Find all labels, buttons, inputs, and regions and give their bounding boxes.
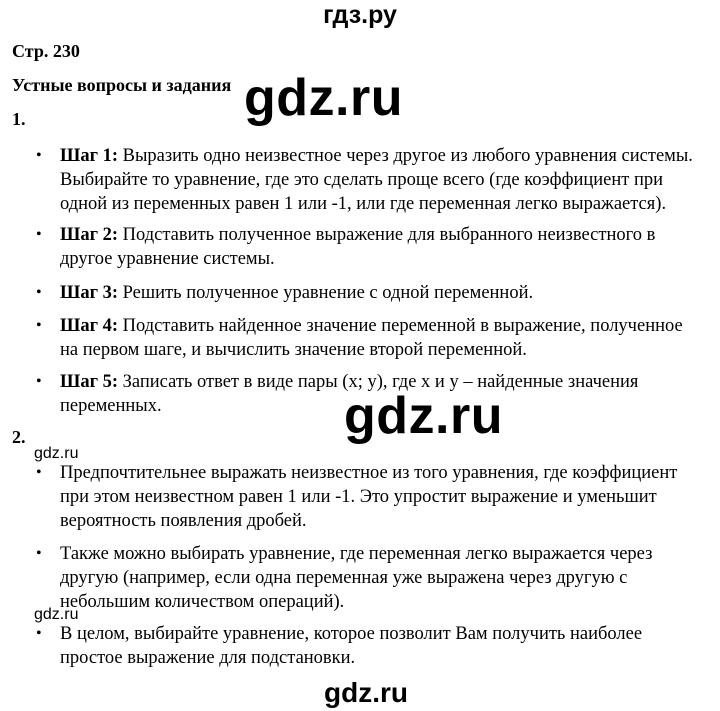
step-label: Шаг 3: [60, 283, 119, 303]
step-label: Шаг 4: [60, 316, 119, 336]
step-text [60, 144, 710, 216]
step-line: Подставить найденное значение переменной в выражение, полученное [122, 316, 683, 336]
step-label: Шаг 5: [60, 372, 119, 392]
bullet: • [36, 545, 42, 562]
watermark: gdz.ru [34, 445, 79, 462]
watermark: gdz.ru [244, 69, 403, 127]
tip-line: простое выражение для подстановки. [60, 648, 356, 668]
step-text [60, 223, 710, 271]
tip-line: при этом неизвестном равен 1 или -1. Это упростит выражение и уменьшит [60, 487, 657, 507]
page-label: Стр. 230 [12, 41, 80, 61]
tip-line: небольшим количеством операций). [60, 592, 345, 612]
step-text [60, 281, 710, 305]
watermark: gdz.ru [344, 387, 503, 445]
bullet: • [36, 625, 42, 642]
tip-line: Предпочтительнее выражать неизвестное из того уравнения, где коэффициент [60, 463, 678, 483]
step-line: Выбирайте то уравнение, где это сделать проще всего (где коэффициент при [60, 170, 664, 190]
tip-line: Также можно выбирать уравнение, где переменная легко выражается через [60, 544, 653, 564]
step-label: Шаг 2: [60, 225, 119, 245]
step-line: Записать ответ в виде пары (x; y), где x и y – найденные значения [122, 372, 639, 392]
step-text [60, 314, 710, 362]
step-line: другое уравнение системы. [60, 249, 275, 269]
tip-line: другую (например, если одна переменная уже выражена через другую с [60, 568, 628, 588]
step-label: Шаг 1: [60, 146, 119, 166]
step-line: одной из переменных равен 1 или -1, или где переменная легко выражается). [60, 194, 667, 214]
step-line: Решить полученное уравнение с одной переменной. [122, 283, 534, 303]
bullet: • [36, 226, 42, 243]
step-line: переменных. [60, 396, 162, 416]
question-number: 2. [12, 427, 26, 447]
step-line: Выразить одно неизвестное через другое из любого уравнения системы. [122, 146, 693, 166]
tip-text [60, 622, 710, 670]
step-line: Подставить полученное выражение для выбранного неизвестного в [122, 225, 656, 245]
tip-line: вероятность появления дробей. [60, 511, 307, 531]
step-line: на первом шаге, и вычислить значение второй переменной. [60, 340, 527, 360]
bullet: • [36, 373, 42, 390]
tip-text [60, 542, 710, 614]
question-number: 1. [12, 109, 26, 129]
bullet: • [36, 317, 42, 334]
tip-text [60, 461, 710, 533]
section-title: Устные вопросы и задания [12, 75, 232, 95]
bullet: • [36, 284, 42, 301]
watermark: gdz.ru [324, 677, 408, 708]
bullet: • [36, 464, 42, 481]
watermark: gdz.ru [34, 606, 79, 623]
site-header[interactable]: гдз.ру [323, 1, 397, 29]
tip-line: В целом, выбирайте уравнение, которое позволит Вам получить наиболее [60, 624, 643, 644]
bullet: • [36, 147, 42, 164]
